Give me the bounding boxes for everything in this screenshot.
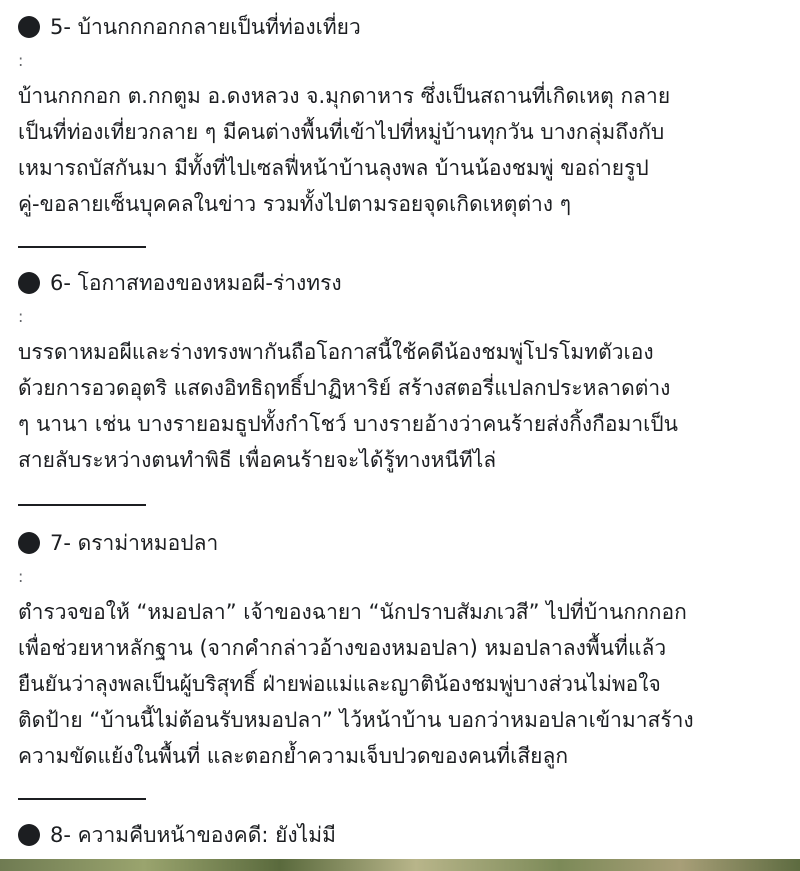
section-heading-text: 6- โอกาสทองของหมอผี-ร่างทรง xyxy=(50,271,342,295)
black-circle-bullet-icon xyxy=(18,532,40,554)
body-line: บรรดาหมอผีและร่างทรงพากันถือโอกาสนี้ใช้คดีน้องชมพู่โปรโมทตัวเอง xyxy=(18,340,654,364)
post-photo-top-edge[interactable] xyxy=(0,859,800,871)
section-colon: : xyxy=(18,307,24,326)
body-line: ตำรวจขอให้ “หมอปลา” เจ้าของฉายา “นักปราบสัมภเวสี” ไปที่บ้านกกกอก xyxy=(18,600,687,624)
body-line: ๆ นานา เช่น บางรายอมธูปทั้งกำโชว์ บางรายอ้างว่าคนร้ายส่งกิ้งกือมาเป็น xyxy=(18,412,678,436)
section-colon: : xyxy=(18,567,24,586)
body-line: เพื่อช่วยหาหลักฐาน (จากคำกล่าวอ้างของหมอปลา) หมอปลาลงพื้นที่แล้ว xyxy=(18,636,667,660)
section-colon: : xyxy=(18,51,24,70)
section-divider xyxy=(18,504,146,506)
section-heading-text: 7- ดราม่าหมอปลา xyxy=(50,531,219,555)
body-line: บ้านกกกอก ต.กกตูม อ.ดงหลวง จ.มุกดาหาร ซึ่งเป็นสถานที่เกิดเหตุ กลาย xyxy=(18,84,671,108)
body-line: เป็นที่ท่องเที่ยวกลาย ๆ มีคนต่างพื้นที่เข้าไปที่หมู่บ้านทุกวัน บางกลุ่มถึงกับ xyxy=(18,120,665,144)
body-line: คู่-ขอลายเซ็นบุคคลในข่าว รวมทั้งไปตามรอยจุดเกิดเหตุต่าง ๆ xyxy=(18,192,572,216)
black-circle-bullet-icon xyxy=(18,824,40,846)
black-circle-bullet-icon xyxy=(18,272,40,294)
section-heading xyxy=(18,268,788,298)
section-heading xyxy=(18,12,788,42)
section-divider xyxy=(18,798,146,800)
body-line: ยืนยันว่าลุงพลเป็นผู้บริสุทธิ์ ฝ่ายพ่อแม่และญาติน้องชมพู่บางส่วนไม่พอใจ xyxy=(18,672,661,696)
body-line: สายลับระหว่างตนทำพิธี เพื่อคนร้ายจะได้รู้ทางหนีทีไล่ xyxy=(18,448,497,472)
body-line: เหมารถบัสกันมา มีทั้งที่ไปเซลฟี่หน้าบ้านลุงพล บ้านน้องชมพู่ ขอถ่ายรูป xyxy=(18,156,649,180)
section-divider xyxy=(18,246,146,248)
section-heading xyxy=(18,820,788,850)
section-heading-text: 5- บ้านกกกอกกลายเป็นที่ท่องเที่ยว xyxy=(50,15,361,39)
body-line: ด้วยการอวดอุตริ แสดงอิทธิฤทธิ์ปาฏิหาริย์ สร้างสตอรี่แปลกประหลาดต่าง xyxy=(18,376,671,400)
black-circle-bullet-icon xyxy=(18,16,40,38)
section-6 xyxy=(18,268,788,478)
section-7 xyxy=(18,528,788,774)
section-8 xyxy=(18,820,788,850)
section-heading xyxy=(18,528,788,558)
section-heading-text: 8- ความคืบหน้าของคดี: ยังไม่มี xyxy=(50,823,336,847)
body-line: ติดป้าย “บ้านนี้ไม่ต้อนรับหมอปลา” ไว้หน้าบ้าน บอกว่าหมอปลาเข้ามาสร้าง xyxy=(18,708,694,732)
body-line: ความขัดแย้งในพื้นที่ และตอกย้ำความเจ็บปวดของคนที่เสียลูก xyxy=(18,744,569,768)
section-5 xyxy=(18,12,788,222)
